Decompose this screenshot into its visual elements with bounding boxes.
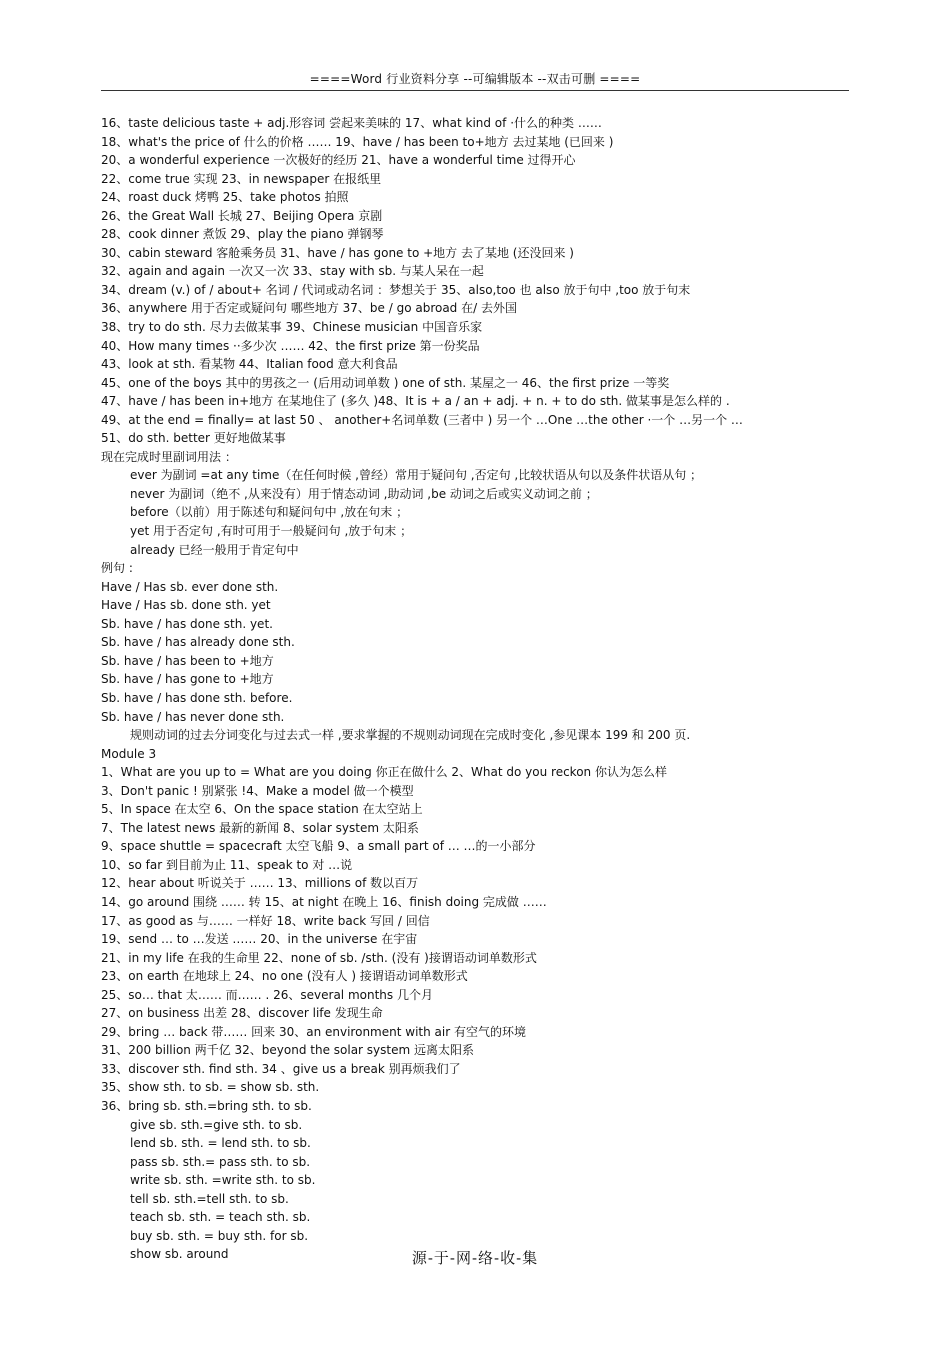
document-line: 16、taste delicious taste + adj.形容词 尝起来美味的 17、what kind of ·什么的种类 …… [101, 116, 602, 130]
document-line: 31、200 billion 两千亿 32、beyond the solar system 远离太阳系 [101, 1043, 475, 1058]
document-line: 45、one of the boys 其中的男孩之一 (后用动词单数 ) one of sth. 某屋之一 46、the first prize 一等奖 [101, 375, 670, 390]
document-line: already 已经一般用于肯定句中 [130, 542, 299, 557]
document-line: give sb. sth.=give sth. to sb. [130, 1117, 303, 1132]
document-line: never 为副词（绝不 ,从来没有）用于情态动词 ,助动词 ,be 动词之后或实义动词之前 ； [130, 486, 598, 501]
document-line: teach sb. sth. = teach sth. sb. [130, 1210, 311, 1225]
document-line: 20、a wonderful experience 一次极好的经历 21、have a wonderful time 过得开心 [101, 153, 576, 168]
document-line: 40、How many times ··多少次 …… 42、the first prize 第一份奖品 [101, 338, 480, 353]
document-line: 规则动词的过去分词变化与过去式一样 ,要求掌握的不规则动词现在完成时变化 ,参见课本 199 和 200 页. [130, 728, 691, 743]
page-footer: 源-于-网-络-收-集 [411, 1249, 539, 1267]
document-line: 34、dream (v.) of / about+ 名词 / 代词或动名词 ：梦想关于 35、also,too 也 also 放于句中 ,too 放于句末 [101, 282, 691, 297]
document-line: Sb. have / has already done sth. [101, 635, 295, 650]
document-line: Have / Has sb. ever done sth. [101, 579, 279, 594]
document-line: 5、In space 在太空 6、On the space station 在太空站上 [101, 802, 423, 817]
document-line: 47、have / has been in+地方 在某地住了 (多久 )48、It is + a / an + adj. + n. + to do sth. 做某事是怎么样的 . [101, 394, 730, 409]
document-line: 26、the Great Wall 长城 27、Beijing Opera 京剧 [101, 208, 383, 223]
document-line: show sb. around [130, 1247, 229, 1262]
document-line: 35、show sth. to sb. = show sb. sth. [101, 1080, 320, 1095]
document-line: tell sb. sth.=tell sth. to sb. [130, 1191, 289, 1206]
document-line: Sb. have / has done sth. yet. [101, 616, 273, 631]
document-line: 24、roast duck 烤鸭 25、take photos 拍照 [101, 190, 349, 205]
document-line: 28、cook dinner 煮饭 29、play the piano 弹钢琴 [101, 227, 384, 242]
document-line: 例句 : [101, 561, 133, 576]
document-line: Sb. have / has done sth. before. [101, 690, 293, 705]
document-line: 27、on business 出差 28、discover life 发现生命 [101, 1006, 383, 1021]
document-line: 33、discover sth. find sth. 34 、give us a break 别再烦我们了 [101, 1061, 461, 1076]
document-line: buy sb. sth. = buy sth. for sb. [130, 1228, 309, 1243]
document-line: 29、bring … back 带…… 回来 30、an environment with air 有空气的环境 [101, 1024, 526, 1039]
document-line: 43、look at sth. 看某物 44、Italian food 意大利食品 [101, 357, 398, 372]
document-line: Sb. have / has never done sth. [101, 709, 285, 724]
document-line: 7、The latest news 最新的新闻 8、solar system 太阳系 [101, 820, 419, 835]
document-line: lend sb. sth. = lend sth. to sb. [130, 1136, 311, 1151]
document-line: 32、again and again 一次又一次 33、stay with sb. 与某人呆在一起 [101, 264, 484, 279]
document-line: ever 为副词 =at any time（在任何时候 ,曾经）常用于疑问句 ,否定句 ,比较状语从句以及条件状语从句 ； [130, 468, 703, 483]
document-line: 18、what's the price of 什么的价格 …… 19、have / has been to+地方 去过某地 (已回来 ) [101, 134, 614, 149]
document-line: 21、in my life 在我的生命里 22、none of sb. /sth. (没有 )接谓语动词单数形式 [101, 950, 537, 965]
document-line: Sb. have / has been to +地方 [101, 653, 274, 668]
document-body [101, 114, 861, 1264]
document-line: 51、do sth. better 更好地做某事 [101, 431, 286, 446]
document-line: 1、What are you up to = What are you doing 你正在做什么 2、What do you reckon 你认为怎么样 [101, 765, 667, 780]
document-line: 23、on earth 在地球上 24、no one (没有人 ) 接谓语动词单数形式 [101, 969, 468, 984]
document-line: 19、send … to …发送 …… 20、in the universe 在宇宙 [101, 932, 418, 947]
document-line: Sb. have / has gone to +地方 [101, 672, 274, 687]
document-line: 3、Don't panic ! 别紧张 !4、Make a model 做一个模型 [101, 783, 414, 798]
document-line: 现在完成时里副词用法 ： [101, 449, 237, 464]
document-line: 36、bring sb. sth.=bring sth. to sb. [101, 1098, 312, 1113]
header-divider [101, 90, 849, 91]
document-line: 12、hear about 听说关于 …… 13、millions of 数以百万 [101, 876, 419, 891]
document-line: 17、as good as 与…… 一样好 18、write back 写回 / 回信 [101, 913, 430, 928]
document-line: write sb. sth. =write sth. to sb. [130, 1173, 316, 1188]
document-line: 38、try to do sth. 尽力去做某事 39、Chinese musician 中国音乐家 [101, 320, 483, 335]
document-line: 10、so far 到目前为止 11、speak to 对 …说 [101, 857, 353, 872]
document-line: Module 3 [101, 746, 157, 761]
document-line: yet 用于否定句 ,有时可用于一般疑问句 ,放于句末 ； [130, 524, 413, 539]
document-line: Have / Has sb. done sth. yet [101, 598, 271, 613]
document-line: before（以前）用于陈述句和疑问句中 ,放在句末 ； [130, 505, 409, 520]
document-line: 14、go around 围绕 …… 转 15、at night 在晚上 16、finish doing 完成做 …… [101, 894, 547, 909]
document-line: pass sb. sth.= pass sth. to sb. [130, 1154, 311, 1169]
document-line: 9、space shuttle = spacecraft 太空飞船 9、a small part of … …的一小部分 [101, 839, 536, 854]
document-line: 30、cabin steward 客舱乘务员 31、have / has gone to +地方 去了某地 (还没回来 ) [101, 245, 574, 260]
document-line: 22、come true 实现 23、in newspaper 在报纸里 [101, 171, 382, 186]
document-line: 36、anywhere 用于否定或疑问句 哪些地方 37、be / go abroad 在/ 去外国 [101, 301, 517, 316]
document-line: 25、so… that 太…… 而…… . 26、several months 几个月 [101, 987, 433, 1002]
document-line: 49、at the end = finally= at last 50 、 another+名词单数 (三者中 ) 另一个 …One …the other ·一个 …另一个 … [101, 412, 743, 427]
page-header: ====Word 行业资料分享 --可编辑版本 --双击可删 ==== [309, 72, 641, 86]
